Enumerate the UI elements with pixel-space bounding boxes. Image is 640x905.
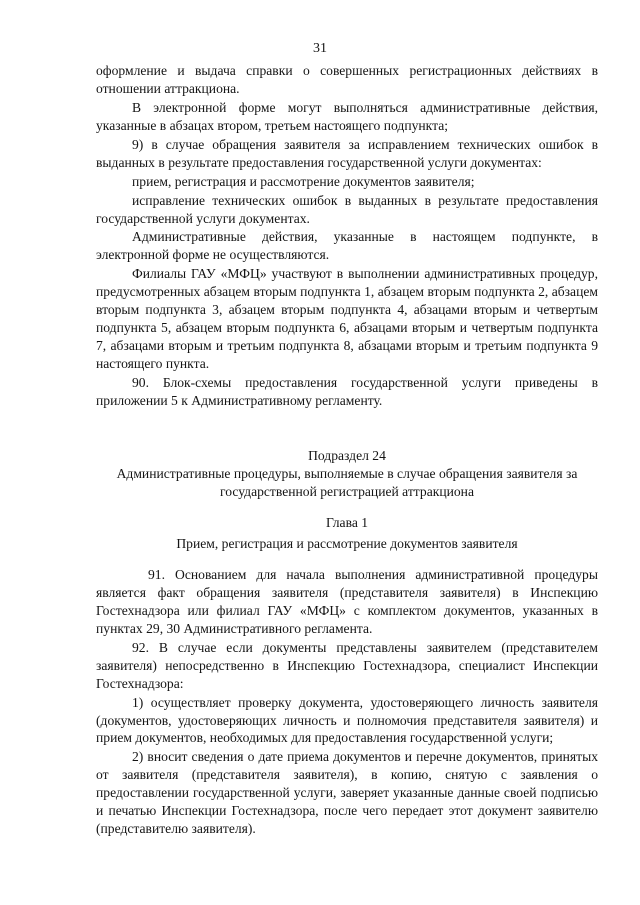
bottom-text-block xyxy=(96,566,598,839)
paragraph: 2) вносит сведения о дате приема документов и перечне документов, принятых от заявителя (представителя заявителя), в копию, снятую с заявления о предоставлении государственной услуги, заверяет указанные данные своей подписью и печатью Инспекции Гостехнадзора, после чего передает этот документ заявителю (представителю заявителя). xyxy=(96,749,598,837)
chapter-title: Глава 1 xyxy=(325,515,369,530)
paragraph: 1) осуществляет проверку документа, удостоверяющего личность заявителя (документов, удостоверяющих личность и полномочия представителя заявителя) и прием документов, необходимых для предоставления государственной услуги; xyxy=(96,694,598,746)
paragraph: 9) в случае обращения заявителя за исправлением технических ошибок в выданных в результате предоставления государственной услуги документах: xyxy=(96,136,598,170)
paragraph: прием, регистрация и рассмотрение документов заявителя; xyxy=(132,173,475,189)
paragraph: В электронной форме могут выполняться административные действия, указанные в абзацах втором, третьем настоящего подпункта; xyxy=(96,99,598,133)
top-text-block xyxy=(96,62,598,411)
paragraph: 91. Основанием для начала выполнения административной процедуры является факт обращения заявителя (представителя заявителя) в Инспекцию Гостехнадзора или филиал ГАУ «МФЦ» с комплектом документов, указанных в пунктах 29, 30 Административного регламента. xyxy=(96,567,598,636)
chapter-subtitle: Прием, регистрация и рассмотрение документов заявителя xyxy=(176,535,518,551)
paragraph: 90. Блок-схемы предоставления государственной услуги приведены в приложении 5 к Административному регламенту. xyxy=(96,374,598,408)
paragraph: 92. В случае если документы представлены заявителем (представителем заявителя) непосредственно в Инспекцию Гостехнадзора, специалист Инспекции Гостехнадзора: xyxy=(96,639,598,691)
subsection-title: Подраздел 24 xyxy=(308,448,386,463)
chapter-heading xyxy=(96,514,598,553)
page-number: 31 xyxy=(313,41,327,56)
paragraph: Филиалы ГАУ «МФЦ» участвуют в выполнении административных процедур, предусмотренных абзацем вторым подпункта 1, абзацем вторым подпункта 2, абзацем вторым подпункта 3, абзацем вторым подпункта 4, абзацами вторым и четвертым подпункта 5, абзацем вторым подпункта 6, абзацами вторым и четвертым подпункта 7, абзацами вторым и третьим подпункта 8, абзацами вторым и третьим подпункта 9 настоящего пункта. xyxy=(96,266,598,371)
paragraph: оформление и выдача справки о совершенных регистрационных действиях в отношении аттракциона. xyxy=(96,63,598,96)
paragraph: исправление технических ошибок в выданных в результате предоставления государственной услуги документах. xyxy=(96,192,598,226)
subsection-heading xyxy=(96,447,598,501)
subsection-subtitle: Административные процедуры, выполняемые в случае обращения заявителя за государственной регистрацией аттракциона xyxy=(116,465,578,499)
paragraph: Административные действия, указанные в настоящем подпункте, в электронной форме не осуществляются. xyxy=(96,229,598,263)
